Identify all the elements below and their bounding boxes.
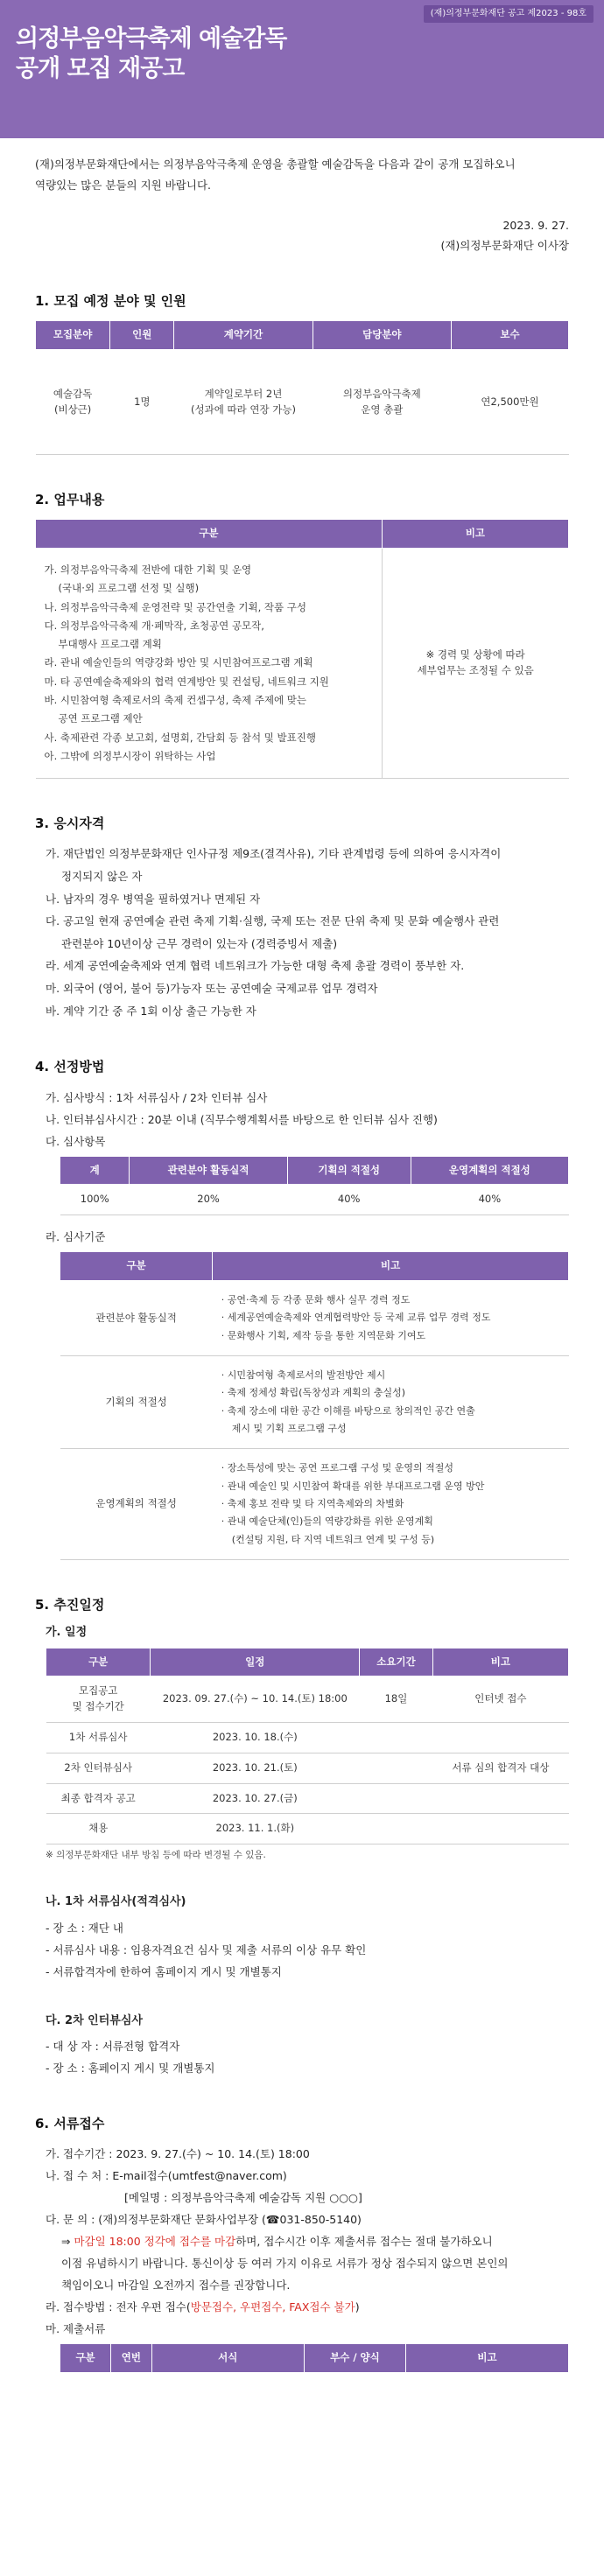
- list-item: 바. 시민참여형 축제로서의 축제 컨셉구성, 축제 주제에 맞는: [44, 693, 307, 706]
- table-row: [46, 1783, 569, 1814]
- table-cell: 40%: [287, 1185, 411, 1215]
- list-item: 공연 프로그램 제안: [58, 712, 143, 725]
- score-table: [60, 1156, 569, 1216]
- table-cell: 2차 인터뷰심사: [46, 1753, 151, 1783]
- table-cell: 1차 서류심사: [46, 1722, 151, 1753]
- bullet-line: 제시 및 기획 프로그램 구성: [231, 1423, 347, 1435]
- column-header: 비고: [213, 1252, 569, 1281]
- interview-list: [35, 2035, 569, 2079]
- announcement-date: 2023. 9. 27.: [502, 218, 569, 232]
- table-header-row: [36, 321, 569, 350]
- bullet-line: · 축제 정체성 확립(독창성과 계획의 충실성): [221, 1387, 405, 1399]
- table-cell: [432, 1783, 568, 1814]
- cell-line: (비상근): [53, 402, 92, 416]
- bullet-line: · 세계공연예술축제와 연계협력방안 등 국제 교류 업무 경력 정도: [221, 1312, 491, 1324]
- column-header: 기획의 적절성: [287, 1156, 411, 1185]
- criteria-details: [213, 1449, 569, 1560]
- table-cell: 2023. 10. 27.(금): [151, 1783, 360, 1814]
- bullet-line: (컨설팅 지원, 타 지역 네트워크 연계 및 구성 등): [231, 1533, 435, 1545]
- list-item: - 장 소 : 홈페이지 게시 및 개별통지: [46, 2061, 215, 2075]
- list-item: 바. 계약 기간 중 주 1회 이상 출근 가능한 자: [46, 1004, 256, 1018]
- column-header: 보수: [451, 321, 568, 350]
- schedule-note: ※ 의정부문화재단 내부 방침 등에 따라 변경될 수 있음.: [46, 1850, 266, 1861]
- table-header-row: [36, 520, 569, 549]
- list-item: 아. 그밖에 의정부시장이 위탁하는 사업: [44, 749, 216, 762]
- section-duties: [35, 490, 569, 779]
- table-cell: 2023. 09. 27.(수) ~ 10. 14.(토) 18:00: [151, 1676, 360, 1723]
- criteria-details: [213, 1356, 569, 1449]
- cell-line: 예술감독: [53, 387, 93, 400]
- list-item: 라. 세계 공연예술축제와 연계 협력 네트워크가 가능한 대형 축제 총괄 경력이 풍부한 자.: [46, 959, 465, 973]
- arrow-text: ⇒: [61, 2234, 74, 2248]
- table-cell: 2023. 10. 18.(수): [151, 1722, 360, 1753]
- table-cell: 20%: [130, 1185, 287, 1215]
- table-row: [60, 1280, 569, 1355]
- criteria-name: 운영계획의 적절성: [60, 1449, 213, 1560]
- selection-list: [35, 1087, 569, 1152]
- table-cell: [36, 350, 110, 455]
- method-text: 라. 접수방법 : 전자 우편 접수(: [46, 2300, 191, 2314]
- bullet-line: · 관내 예술단체(인)들의 역량강화를 위한 운영계획: [221, 1516, 433, 1528]
- list-item: 마. 외국어 (영어, 불어 등)가능자 또는 공연예술 국제교류 업무 경력자: [46, 982, 378, 996]
- table-cell: 40%: [411, 1185, 568, 1215]
- list-item: - 대 상 자 : 서류전형 합격자: [46, 2039, 180, 2053]
- intro-line: (재)의정부문화재단에서는 의정부음악극축제 운영을 총괄할 예술감독을 다음과 같이 공개 모집하오니: [35, 158, 516, 171]
- list-item: 마. 제출서류: [46, 2321, 106, 2335]
- column-header: 소요기간: [360, 1648, 433, 1676]
- duties-remark: [382, 549, 568, 779]
- criteria-label: [35, 1226, 569, 1248]
- table-header-row: [46, 1648, 569, 1676]
- list-item: 나. 의정부음악극축제 운영전략 및 공간연출 기획, 작품 구성: [44, 600, 307, 613]
- bullet-line: · 시민참여형 축제로서의 발전방안 제시: [221, 1369, 386, 1382]
- table-row: [46, 1676, 569, 1723]
- column-header: 부수 / 양식: [304, 2343, 405, 2372]
- announcing-organization: (재)의정부문화재단 이사장: [440, 239, 569, 253]
- table-row: [46, 1814, 569, 1844]
- cell-line: 및 접수기간: [72, 1700, 124, 1713]
- table-cell: 18일: [360, 1676, 433, 1723]
- column-header: 관련분야 활동실적: [130, 1156, 287, 1185]
- column-header: 구분: [60, 1252, 213, 1281]
- list-item: 정지되지 않은 자: [61, 869, 143, 883]
- list-item: 가. 재단법인 의정부문화재단 인사규정 제9조(결격사유), 기타 관계법령 등에 의하여 응시자격이: [46, 847, 502, 861]
- schedule-table-wrap: [35, 1648, 569, 1863]
- sub-heading: 나. 1차 서류심사(적격심사): [46, 1895, 186, 1909]
- column-header: 계: [60, 1156, 130, 1185]
- table-cell: [432, 1722, 568, 1753]
- table-header-row: [60, 2343, 569, 2372]
- warning-text: 책임이오니 마감일 오전까지 접수를 권장합니다.: [61, 2278, 291, 2292]
- schedule-table: [46, 1648, 569, 1845]
- list-item: 다. 의정부음악극축제 개·폐막작, 초청공연 공모작,: [44, 619, 264, 632]
- table-row: [46, 1722, 569, 1753]
- notice-number-tag: (재)의정부문화재단 공고 제2023 - 98호: [424, 5, 593, 23]
- list-item: 나. 인터뷰심사시간 : 20분 이내 (직무수행계획서를 바탕으로 한 인터뷰 심사 진행): [46, 1112, 438, 1126]
- table-cell: [46, 1676, 151, 1723]
- table-row: [36, 350, 569, 455]
- section-recruitment: [35, 291, 569, 455]
- table-row: [60, 1356, 569, 1449]
- table-cell: 서류 심의 합격자 대상: [432, 1753, 568, 1783]
- remark-line: ※ 경력 및 상황에 따라: [425, 648, 525, 662]
- section-selection: [35, 1057, 569, 1560]
- list-item: 관련분야 10년이상 근무 경력이 있는자 (경력증빙서 제출): [61, 936, 338, 950]
- column-header: 인원: [110, 321, 174, 350]
- column-header: 구분: [60, 2343, 111, 2372]
- sub-heading: 가. 일정: [46, 1626, 88, 1640]
- table-cell: 1명: [110, 350, 174, 455]
- column-header: 구분: [36, 520, 383, 549]
- column-header: 모집분야: [36, 321, 110, 350]
- table-cell: [360, 1722, 433, 1753]
- section-eligibility: [35, 814, 569, 1022]
- table-cell: 채용: [46, 1814, 151, 1844]
- table-cell: 연2,500만원: [451, 350, 568, 455]
- cell-line: 계약일로부터 2년: [204, 387, 283, 400]
- column-header: 연번: [111, 2343, 151, 2372]
- eligibility-list: [35, 843, 569, 1022]
- method-highlight: 방문접수, 우편접수, FAX접수 불가: [190, 2300, 355, 2314]
- list-item: 나. 남자의 경우 병역을 필하였거나 면제된 자: [46, 892, 261, 906]
- duties-table: [35, 519, 569, 779]
- list-item: 라. 심사기준: [46, 1230, 106, 1244]
- section-heading: 1. 모집 예정 분야 및 인원: [35, 293, 186, 309]
- section-heading: 3. 응시자격: [35, 816, 105, 832]
- table-row: [36, 549, 569, 779]
- score-table-wrap: [35, 1156, 569, 1216]
- submission-method: [46, 2296, 569, 2318]
- criteria-table: [60, 1251, 569, 1560]
- criteria-name: 기획의 적절성: [60, 1356, 213, 1449]
- list-item: 부대행사 프로그램 계획: [58, 638, 162, 651]
- table-cell: [313, 350, 451, 455]
- table-cell: [360, 1753, 433, 1783]
- section-heading: 2. 업무내용: [35, 492, 105, 508]
- table-cell: 100%: [60, 1185, 130, 1215]
- bullet-line: · 축제 홍보 전략 및 타 지역축제와의 차별화: [221, 1498, 404, 1510]
- list-item: (국내·외 프로그램 선정 및 실행): [58, 582, 200, 595]
- remark-line: 세부업무는 조정될 수 있음: [417, 664, 534, 677]
- bullet-line: · 공연·축제 등 각종 문화 행사 실무 경력 정도: [221, 1293, 411, 1306]
- deadline-warning: [46, 2230, 569, 2252]
- table-cell: 인터넷 접수: [432, 1676, 568, 1723]
- table-cell: [360, 1783, 433, 1814]
- title-line-2: 공개 모집 재공고: [16, 54, 185, 82]
- column-header: 운영계획의 적절성: [411, 1156, 568, 1185]
- criteria-name: 관련분야 활동실적: [60, 1280, 213, 1355]
- bullet-line: · 관내 예술인 및 시민참여 확대를 위한 부대프로그램 운영 방안: [221, 1480, 485, 1492]
- warning-text: 하며, 접수시간 이후 제출서류 접수는 절대 불가하오니: [235, 2234, 493, 2248]
- list-item: 가. 심사방식 : 1차 서류심사 / 2차 인터뷰 심사: [46, 1090, 268, 1104]
- method-text: ): [355, 2300, 360, 2314]
- list-item: - 서류심사 내용 : 임용자격요건 심사 및 제출 서류의 이상 유무 확인: [46, 1942, 367, 1956]
- list-item: - 장 소 : 재단 내: [46, 1921, 123, 1935]
- list-item: [메일명 : 의정부음악극축제 예술감독 지원 ○○○]: [124, 2190, 362, 2204]
- column-header: 계약기간: [174, 321, 313, 350]
- cell-line: 모집공고: [78, 1684, 118, 1698]
- table-header-row: [60, 1156, 569, 1185]
- table-cell: 2023. 11. 1.(화): [151, 1814, 360, 1844]
- column-header: 서식: [151, 2343, 304, 2372]
- section-heading: 6. 서류접수: [35, 2115, 105, 2132]
- list-item: 나. 접 수 처 : E-mail접수(umtfest@naver.com): [46, 2168, 287, 2182]
- table-cell: 2023. 10. 21.(토): [151, 1753, 360, 1783]
- list-item: 가. 의정부음악극축제 전반에 대한 기획 및 운영: [44, 564, 252, 577]
- list-item: 다. 심사항목: [46, 1134, 106, 1148]
- documents-table-wrap: [35, 2343, 569, 2373]
- bullet-line: · 축제 장소에 대한 공간 이해를 바탕으로 창의적인 공간 연출: [221, 1404, 475, 1417]
- table-row: [46, 1753, 569, 1783]
- criteria-table-wrap: [35, 1251, 569, 1560]
- warning-highlight: 마감일 18:00 정각에 접수를 마감: [74, 2234, 236, 2248]
- list-item: 마. 타 공연예술축제와의 협력 연계방안 및 컨설팅, 네트워크 지원: [44, 675, 329, 688]
- column-header: 담당분야: [313, 321, 451, 350]
- signature-block: [35, 215, 569, 257]
- column-header: 구분: [46, 1648, 151, 1676]
- sub-heading: 다. 2차 인터뷰심사: [46, 2013, 143, 2027]
- recruitment-table: [35, 320, 569, 455]
- cell-line: 의정부음악극축제: [342, 387, 421, 400]
- column-header: 비고: [382, 520, 568, 549]
- warning-text: 이점 유념하시기 바랍니다. 통신이상 등 여러 가지 이유로 서류가 정상 접수되지 않으면 본인의: [61, 2256, 509, 2270]
- list-item: 다. 문 의 : (재)의정부문화재단 문화사업부장 (☎031-850-5140): [46, 2212, 362, 2226]
- list-item: 라. 관내 예술인들의 역량강화 방안 및 시민참여프로그램 계획: [44, 656, 313, 669]
- list-item: 다. 공고일 현재 공연예술 관련 축제 기획·실행, 국제 또는 전문 단위 축제 및 문화 예술행사 관련: [46, 914, 500, 928]
- list-item: 사. 축제관련 각종 보고회, 설명회, 간담회 등 참석 및 발표진행: [44, 731, 316, 744]
- column-header: 비고: [432, 1648, 568, 1676]
- doc-review-list: [35, 1917, 569, 1983]
- section-schedule: [35, 1595, 569, 2079]
- table-cell: 최종 합격자 공고: [46, 1783, 151, 1814]
- documents-table: [60, 2343, 569, 2373]
- cell-line: 운영 총괄: [361, 402, 404, 416]
- section-submission: [35, 2114, 569, 2373]
- column-header: 비고: [406, 2343, 569, 2372]
- submission-list: [35, 2143, 569, 2340]
- section-heading: 4. 선정방법: [35, 1059, 105, 1075]
- list-item: 가. 접수기간 : 2023. 9. 27.(수) ~ 10. 14.(토) 18:00: [46, 2146, 310, 2160]
- table-cell: [432, 1814, 568, 1844]
- column-header: 일정: [151, 1648, 360, 1676]
- cell-line: (성과에 따라 연장 가능): [191, 402, 296, 416]
- page-title: [16, 24, 286, 84]
- criteria-details: [213, 1280, 569, 1355]
- intro-paragraph: [35, 154, 569, 196]
- title-line-1: 의정부음악극축제 예술감독: [16, 25, 287, 52]
- duties-list: [36, 549, 383, 779]
- table-row: [60, 1185, 569, 1215]
- header-banner: [0, 0, 604, 138]
- table-header-row: [60, 1252, 569, 1281]
- table-cell: [360, 1814, 433, 1844]
- section-heading: 5. 추진일정: [35, 1597, 105, 1614]
- list-item: - 서류합격자에 한하여 홈페이지 게시 및 개별통지: [46, 1964, 282, 1978]
- table-cell: [174, 350, 313, 455]
- bullet-line: · 장소특성에 맞는 공연 프로그램 구성 및 운영의 적절성: [221, 1462, 454, 1474]
- bullet-line: · 문화행사 기획, 제작 등을 통한 지역문화 기여도: [221, 1329, 426, 1341]
- table-row: [60, 1449, 569, 1560]
- intro-line: 역량있는 많은 분들의 지원 바랍니다.: [35, 178, 211, 192]
